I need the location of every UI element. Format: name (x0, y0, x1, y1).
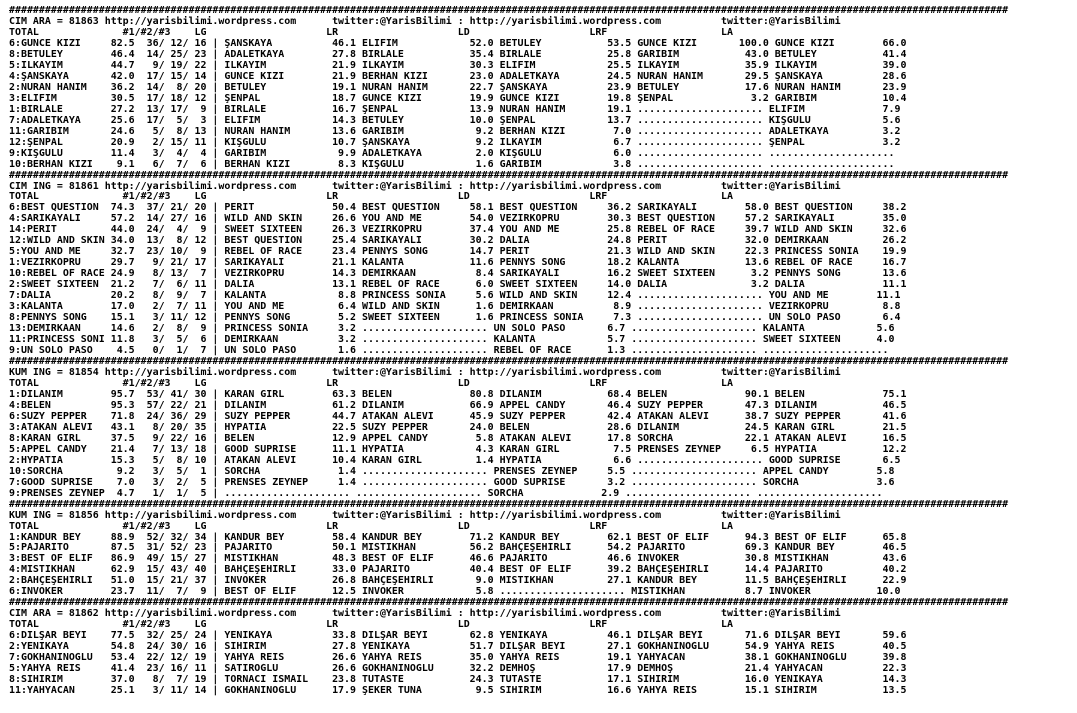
race-row: 7:GOOD SUPRISE 7.0 3/ 2/ 5 | PRENSES ZEYNEP 1.4 ..................... GOOD SUPRISE 3.2 ..................... SORCHA 3.6 (9, 476, 895, 488)
race-row: 12:WILD AND SKIN 34.0 13/ 8/ 12 | BEST QUESTION 25.4 SARIKAYALI 30.2 DALIA 24.8 PERIT 32.0 DEMİRKAAN 26.2 (9, 235, 907, 247)
race-row: 3:ATAKAN ALEVİ 43.1 8/ 20/ 35 | HYPATIA 22.5 SUZY PEPPER 24.0 BELEN 28.6 DİLANIM 24.5 KARAN GIRL 21.5 (9, 421, 907, 433)
race-row: 6:SUZY PEPPER 71.8 24/ 36/ 29 | SUZY PEPPER 44.7 ATAKAN ALEVİ 45.9 SUZY PEPPER 42.4 ATAKAN ALEVİ 38.7 SUZY PEPPER 41.6 (9, 410, 907, 422)
race-header-line: KUM ING = 81854 http://yarisbilimi.wordpress.com twitter:@YarisBilimi : http://yarisbilimi.wordpress.com twitter:@YarisBilimi (9, 366, 841, 378)
race-row: 6:DİLŞAR BEYİ 77.5 32/ 25/ 24 | YENİKAYA 33.8 DİLŞAR BEYİ 62.8 YENİKAYA 46.1 DİLŞAR BEYİ 71.6 DİLŞAR BEYİ 59.6 (9, 630, 907, 642)
column-header-line: TOTAL #1/#2/#3 LG LR LD LRF LA (9, 520, 733, 532)
column-header-line: TOTAL #1/#2/#3 LG LR LD LRF LA (9, 191, 733, 203)
column-header-line: TOTAL #1/#2/#3 LG LR LD LRF LA (9, 26, 733, 38)
race-header-line: CIM ARA = 81862 http://yarisbilimi.wordpress.com twitter:@YarisBilimi : http://yarisbilimi.wordpress.com twitter:@YarisBilimi (9, 608, 841, 620)
race-row: 2:BAHÇEŞEHİRLİ 51.0 15/ 21/ 37 | INVOKER 26.8 BAHÇEŞEHİRLİ 9.0 MISTIKHAN 27.1 KANDUR BEY 11.5 BAHÇEŞEHİRLİ 22.9 (9, 575, 907, 587)
column-header-line: TOTAL #1/#2/#3 LG LR LD LRF LA (9, 377, 733, 389)
race-row: 12:ŞENPAL 20.9 2/ 15/ 11 | KIŞGÜLÜ 10.7 ŞANSKAYA 9.2 İLKAYIM 6.7 ..................... ŞENPAL 3.2 (9, 136, 901, 148)
race-row: 5:İLKAYIM 44.7 9/ 19/ 22 | İLKAYIM 21.9 İLKAYIM 30.3 ELİFİM 25.5 İLKAYIM 35.9 İLKAYIM 39.0 (9, 59, 907, 71)
race-row: 4:MISTIKHAN 62.9 15/ 43/ 40 | BAHÇEŞEHİRLİ 33.0 PAJARITO 40.4 BEST OF ELİF 39.2 BAHÇEŞEHİRLİ 14.4 PAJARITO 40.2 (9, 564, 907, 576)
race-row: 5:PAJARITO 87.5 31/ 52/ 23 | PAJARITO 50.1 MISTIKHAN 56.2 BAHÇEŞEHİRLİ 54.2 PAJARITO 69.3 KANDUR BEY 46.5 (9, 542, 907, 554)
section-separator: ####################################################################################################################################################################### (9, 5, 1009, 16)
race-row: 11:GARİBİM 24.6 5/ 8/ 13 | NURAN HANIM 13.6 GARİBİM 9.2 BERHAN KIZI 7.0 ..................... ADALETKAYA 3.2 (9, 125, 901, 137)
race-row: 4:SARIKAYALI 57.2 14/ 27/ 16 | WILD AND SKIN 26.6 YOU AND ME 54.0 VEZİRKÖPRÜ 30.3 BEST QUESTION 57.2 SARIKAYALI 35.0 (9, 213, 907, 225)
race-row: 2:HYPATIA 15.3 5/ 8/ 10 | ATAKAN ALEVİ 10.4 KARAN GIRL 1.4 HYPATIA 6.6 ..................... GOOD SUPRISE 6.5 (9, 454, 901, 466)
section-separator: ####################################################################################################################################################################### (9, 356, 1009, 367)
race-row: 8:BETÜLEY 46.4 14/ 25/ 23 | ADALETKAYA 27.8 BİRLALE 35.4 BİRLALE 25.8 GARİBİM 43.0 BETÜLEY 41.4 (9, 48, 907, 60)
race-row: 13:DEMİRKAAN 14.6 2/ 8/ 9 | PRINCESS SONIA 3.2 ..................... UN SOLO PASO 6.7 ..................... KALANTA 5.6 (9, 323, 895, 335)
section-separator: ####################################################################################################################################################################### (9, 498, 1009, 510)
race-header-line: KUM ING = 81856 http://yarisbilimi.wordpress.com twitter:@YarisBilimi : http://yarisbilimi.wordpress.com twitter:@YarisBilimi (9, 509, 841, 521)
race-row: 11:PRINCESS SONI 11.8 3/ 5/ 6 | DEMİRKAAN 3.2 ..................... KALANTA 5.7 ..................... SWEET SIXTEEN 4.0 (9, 334, 895, 346)
race-row: 14:PERIT 44.0 24/ 4/ 9 | SWEET SIXTEEN 26.3 VEZİRKÖPRÜ 37.4 YOU AND ME 25.8 REBEL OF RACE 39.7 WILD AND SKIN 32.6 (9, 224, 907, 236)
race-row: 10:SORCHA 9.2 3/ 5/ 1 | SORCHA 1.4 ..................... PRENSES ZEYNEP 5.5 ..................... APPEL CANDY 5.8 (9, 465, 895, 477)
section-separator: ####################################################################################################################################################################### (9, 169, 1009, 181)
race-row: 9:UN SOLO PASO 4.5 0/ 1/ 7 | UN SOLO PASO 1.6 ..................... REBEL OF RACE 1.3 ..................... ..................... (9, 345, 889, 356)
race-row: 1:BİRLALE 27.2 13/ 17/ 9 | BİRLALE 16.7 ŞENPAL 13.9 NURAN HANIM 19.1 ..................... ELİFİM 7.9 (9, 103, 901, 115)
race-row: 2:NURAN HANIM 36.2 14/ 8/ 20 | BETÜLEY 19.1 NURAN HANIM 22.7 ŞANSKAYA 23.9 BETÜLEY 17.6 NURAN HANIM 23.9 (9, 81, 907, 93)
race-row: 6:GUNCE KIZI 82.5 36/ 12/ 16 | ŞANSKAYA 46.1 ELİFİM 52.0 BETÜLEY 53.5 GUNCE KIZI 100.0 GUNCE KIZI 66.0 (9, 37, 907, 49)
race-row: 2:YENİKAYA 54.8 24/ 30/ 16 | SİHİRİM 27.8 YENİKAYA 51.7 DİLŞAR BEYİ 27.1 GÖKHANINOĞLU 54.9 YAHYA REİS 40.5 (9, 641, 907, 653)
race-row: 8:SİHİRİM 37.0 8/ 7/ 19 | TORNACI İSMAİL 23.8 TUTASTE 24.3 TUTASTE 17.1 SİHİRİM 16.0 YENİKAYA 14.3 (9, 674, 907, 686)
race-row: 7:ADALETKAYA 25.6 17/ 5/ 3 | ELİFİM 14.3 BETÜLEY 10.0 ŞENPAL 13.7 ..................... KIŞGÜLÜ 5.6 (9, 114, 901, 126)
race-row: 5:APPEL CANDY 21.4 7/ 13/ 18 | GOOD SUPRISE 11.1 HYPATIA 4.3 KARAN GIRL 7.5 PRENSES ZEYNEP 6.5 HYPATIA 12.2 (9, 443, 907, 455)
race-row: 11:YAHYACAN 25.1 3/ 11/ 14 | GÖKHANINOĞLU 17.9 ŞEKER TUNA 9.5 SİHİRİM 16.6 YAHYA REİS 15.1 SİHİRİM 13.5 (9, 685, 907, 697)
race-row: 1:KANDUR BEY 88.9 52/ 32/ 34 | KANDUR BEY 58.4 KANDUR BEY 71.2 KANDUR BEY 62.1 BEST OF ELİF 94.3 BEST OF ELİF 65.8 (9, 531, 907, 543)
race-row: 5:YOU AND ME 32.7 23/ 10/ 9 | REBEL OF RACE 23.4 PENNYS SONG 14.7 PERIT 21.3 WILD AND SKIN 22.3 PRINCESS SONIA 19.9 (9, 246, 907, 258)
race-row: 10:BERHAN KIZI 9.1 6/ 7/ 6 | BERHAN KIZI 8.3 KIŞGÜLÜ 1.6 GARİBİM 3.8 ..................... ..................... (9, 158, 895, 170)
race-row: 1:VEZİRKÖPRÜ 29.7 9/ 21/ 17 | SARIKAYALI 21.1 KALANTA 11.6 PENNYS SONG 18.2 KALANTA 13.6 REBEL OF RACE 16.7 (9, 257, 907, 269)
race-row: 1:DİLANIM 95.7 53/ 41/ 30 | KARAN GIRL 63.3 BELEN 80.8 DİLANIM 68.4 BELEN 90.1 BELEN 75.1 (9, 388, 907, 400)
race-row: 10:REBEL OF RACE 24.9 8/ 13/ 7 | VEZİRKÖPRÜ 14.3 DEMİRKAAN 8.4 SARIKAYALI 16.2 SWEET SIXTEEN 3.2 PENNYS SONG 13.6 (9, 268, 907, 280)
section-separator: ####################################################################################################################################################################### (9, 597, 1009, 609)
race-row: 8:KARAN GIRL 37.5 9/ 22/ 16 | BELEN 12.9 APPEL CANDY 5.8 ATAKAN ALEVİ 17.8 SORCHA 22.1 ATAKAN ALEVİ 16.5 (9, 432, 907, 444)
race-row: 2:SWEET SIXTEEN 21.2 7/ 6/ 11 | DALIA 13.1 REBEL OF RACE 6.0 SWEET SIXTEEN 14.0 DALIA 3.2 DALIA 11.1 (9, 279, 907, 291)
race-row: 4:ŞANSKAYA 42.0 17/ 15/ 14 | GUNCE KIZI 21.9 BERHAN KIZI 23.0 ADALETKAYA 24.5 NURAN HANIM 29.5 ŞANSKAYA 28.6 (9, 70, 907, 82)
race-row: 6:BEST QUESTION 74.3 37/ 21/ 20 | PERIT 50.4 BEST QUESTION 58.1 BEST QUESTION 36.2 SARIKAYALI 58.0 BEST QUESTION 38.2 (9, 202, 907, 214)
race-row: 3:BEST OF ELİF 86.9 49/ 15/ 27 | MISTIKHAN 48.3 BEST OF ELİF 46.6 PAJARITO 46.6 INVOKER 30.8 MISTIKHAN 43.6 (9, 553, 907, 565)
race-row: 5:YAHYA REİS 41.4 23/ 16/ 11 | SATIROĞLU 26.6 GÖKHANINOĞLU 32.2 DEMHOŞ 17.9 DEMHOŞ 21.4 YAHYACAN 22.3 (9, 663, 907, 675)
race-header-line: CIM ARA = 81863 http://yarisbilimi.wordpress.com twitter:@YarisBilimi : http://yarisbilimi.wordpress.com twitter:@YarisBilimi (9, 15, 841, 27)
race-row: 4:BELEN 95.3 57/ 22/ 21 | DİLANIM 61.2 DİLANIM 66.9 APPEL CANDY 46.4 SUZY PEPPER 47.3 DİLANIM 46.5 (9, 399, 907, 411)
race-row: 9:PRENSES ZEYNEP 4.7 1/ 1/ 5 | ..................... ..................... SORCHA 2.9 ..................... ..................... (9, 487, 883, 499)
race-row: 3:ELİFİM 30.5 17/ 18/ 12 | ŞENPAL 18.7 GUNCE KIZI 19.9 GUNCE KIZI 19.8 ŞENPAL 3.2 GARİBİM 10.4 (9, 92, 907, 104)
race-row: 3:KALANTA 17.0 2/ 7/ 11 | YOU AND ME 6.4 WILD AND SKIN 1.6 DEMİRKAAN 8.9 ..................... VEZİRKÖPRÜ 8.8 (9, 301, 901, 313)
race-row: 8:PENNYS SONG 15.1 3/ 11/ 12 | PENNYS SONG 5.2 SWEET SIXTEEN 1.6 PRINCESS SONIA 7.3 ..................... UN SOLO PASO 6.4 (9, 312, 901, 324)
race-row: 7:DALIA 20.2 8/ 9/ 7 | KALANTA 8.8 PRINCESS SONIA 5.6 WILD AND SKIN 12.4 ..................... YOU AND ME 11.1 (9, 290, 901, 302)
race-row: 9:KIŞGÜLÜ 11.4 3/ 4/ 4 | GARİBİM 9.9 ADALETKAYA 2.0 KIŞGÜLÜ 6.0 ..................... ..................... (9, 147, 895, 159)
column-header-line: TOTAL #1/#2/#3 LG LR LD LRF LA (9, 619, 733, 631)
race-header-line: CIM ING = 81861 http://yarisbilimi.wordpress.com twitter:@YarisBilimi : http://yarisbilimi.wordpress.com twitter:@YarisBilimi (9, 180, 841, 192)
race-row: 7:GÖKHANINOĞLU 53.4 22/ 12/ 19 | YAHYA REİS 26.6 YAHYA REİS 35.0 YAHYA REİS 19.1 YAHYACAN 38.1 GÖKHANINOĞLU 39.8 (9, 652, 907, 664)
race-row: 6:INVOKER 23.7 11/ 7/ 9 | BEST OF ELİF 12.5 INVOKER 5.8 ..................... MISTIKHAN 8.7 INVOKER 10.0 (9, 586, 901, 598)
